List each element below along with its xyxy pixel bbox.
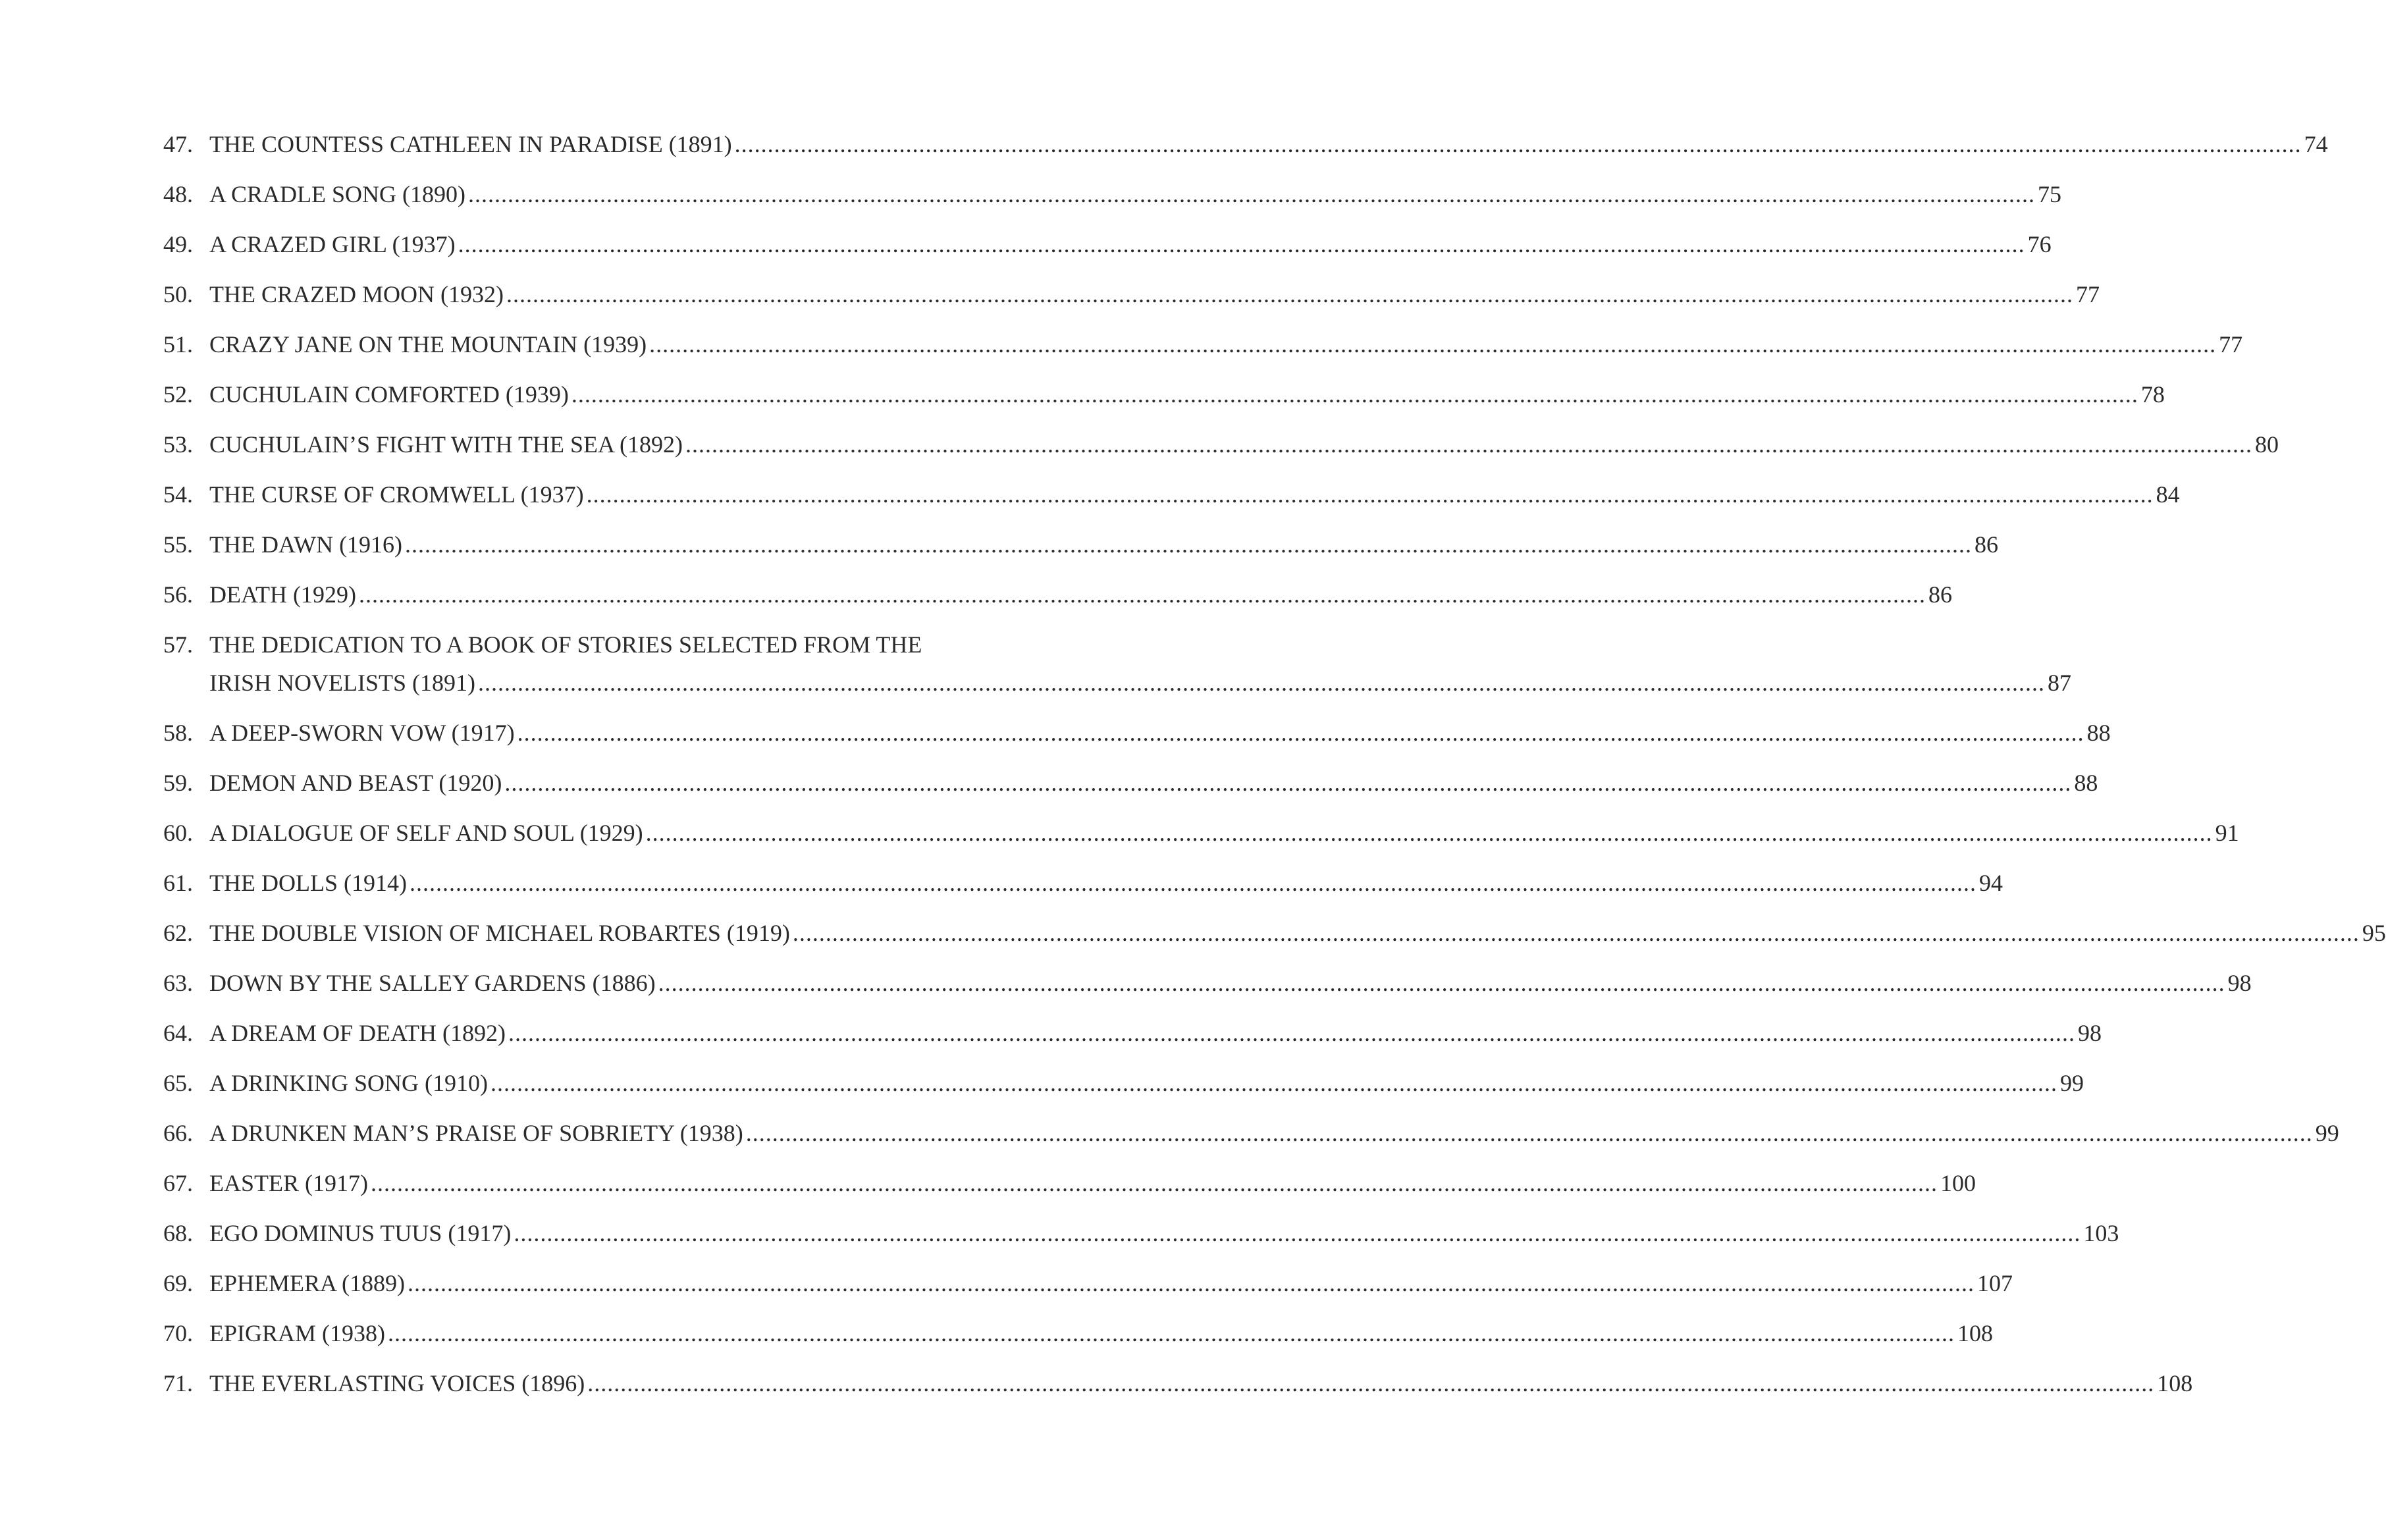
- entry-title: CUCHULAIN COMFORTED (1939): [209, 381, 569, 408]
- entry-number: 64.: [163, 1020, 193, 1046]
- dot-leader: [410, 864, 1976, 902]
- toc-entry[interactable]: [163, 864, 2003, 902]
- toc-entry[interactable]: [163, 125, 2328, 163]
- toc-entry[interactable]: [163, 1314, 1993, 1352]
- dot-leader: [468, 175, 2035, 213]
- entry-page-number: 76: [2027, 231, 2052, 257]
- entry-title: A CRAZED GIRL (1937): [209, 231, 456, 257]
- toc-entry[interactable]: [163, 1164, 1976, 1202]
- entry-page-number: 94: [1978, 870, 2003, 896]
- entry-number: 60.: [163, 820, 193, 846]
- entry-number: 65.: [163, 1070, 193, 1096]
- toc-entry[interactable]: [163, 1064, 2084, 1102]
- entry-page-number: 88: [2074, 770, 2098, 796]
- dot-leader: [646, 814, 2213, 852]
- dot-leader: [371, 1164, 1938, 1202]
- entry-number: 61.: [163, 870, 193, 896]
- entry-number: 55.: [163, 531, 193, 558]
- entry-number: 50.: [163, 281, 193, 307]
- entry-title: CRAZY JANE ON THE MOUNTAIN (1939): [209, 331, 647, 358]
- entry-page-number: 95: [2362, 920, 2386, 946]
- entry-page-number: 99: [2315, 1120, 2339, 1146]
- entry-title: DOWN BY THE SALLEY GARDENS (1886): [209, 970, 656, 996]
- dot-leader: [587, 475, 2154, 514]
- entry-page-number: 98: [2078, 1020, 2102, 1046]
- entry-page-number: 86: [1928, 581, 1952, 608]
- entry-title: THE CRAZED MOON (1932): [209, 281, 504, 307]
- dot-leader: [504, 764, 2071, 802]
- dot-leader: [793, 914, 2360, 952]
- entry-title: A DREAM OF DEATH (1892): [209, 1020, 506, 1046]
- toc-entry[interactable]: [163, 475, 2180, 514]
- entry-page-number: 107: [1977, 1270, 2013, 1296]
- toc-entry[interactable]: [163, 1214, 2119, 1252]
- entry-page-number: 88: [2086, 720, 2111, 746]
- toc-entry[interactable]: [163, 525, 1999, 564]
- toc-entry[interactable]: [163, 964, 2252, 1002]
- entry-page-number: 78: [2140, 381, 2165, 408]
- entry-title: A DEEP-SWORN VOW (1917): [209, 720, 515, 746]
- entry-number: 49.: [163, 231, 193, 257]
- entry-page-number: 100: [1940, 1170, 1976, 1196]
- entry-number: 59.: [163, 770, 193, 796]
- entry-number: 67.: [163, 1170, 193, 1196]
- toc-entry[interactable]: [163, 764, 2098, 802]
- entry-number: 68.: [163, 1220, 193, 1246]
- toc-entry[interactable]: [163, 914, 2386, 952]
- entry-page-number: 91: [2215, 820, 2239, 846]
- entry-number: 69.: [163, 1270, 193, 1296]
- entry-page-number: 108: [2157, 1370, 2193, 1396]
- dot-leader: [649, 325, 2216, 363]
- toc-entry[interactable]: [163, 1264, 2013, 1302]
- entry-title: EGO DOMINUS TUUS (1917): [209, 1220, 512, 1246]
- dot-leader: [735, 125, 2302, 163]
- dot-leader: [388, 1314, 1955, 1352]
- dot-leader: [517, 714, 2084, 752]
- entry-title: A DRUNKEN MAN’S PRAISE OF SOBRIETY (1938): [209, 1120, 743, 1146]
- entry-title: THE DOUBLE VISION OF MICHAEL ROBARTES (1919): [209, 920, 790, 946]
- entry-number: 70.: [163, 1320, 193, 1346]
- entry-number: 66.: [163, 1120, 193, 1146]
- table-of-contents: [163, 125, 2386, 1414]
- dot-leader: [658, 964, 2225, 1002]
- entry-title: THE CURSE OF CROMWELL (1937): [209, 481, 584, 508]
- entry-number: 47.: [163, 131, 193, 157]
- entry-title-line-2: IRISH NOVELISTS (1891): [209, 670, 475, 696]
- toc-entry[interactable]: [163, 225, 2052, 263]
- entry-page-number: 77: [2075, 281, 2100, 307]
- entry-title-line-1: THE DEDICATION TO A BOOK OF STORIES SELECTED FROM THE: [209, 631, 922, 658]
- entry-page-number: 75: [2038, 181, 2062, 207]
- entry-title: THE COUNTESS CATHLEEN IN PARADISE (1891): [209, 131, 732, 157]
- toc-entry[interactable]: [163, 714, 2111, 752]
- entry-page-number: 98: [2227, 970, 2252, 996]
- entry-number: 58.: [163, 720, 193, 746]
- dot-leader: [587, 1364, 2154, 1402]
- entry-page-number: 99: [2059, 1070, 2084, 1096]
- toc-entry[interactable]: [163, 175, 2062, 213]
- entry-number: 71.: [163, 1370, 193, 1396]
- toc-entry[interactable]: [163, 375, 2165, 413]
- toc-entry[interactable]: [163, 814, 2239, 852]
- toc-entry[interactable]: [163, 1114, 2339, 1152]
- entry-number: 63.: [163, 970, 193, 996]
- entry-number: 53.: [163, 431, 193, 458]
- entry-page-number: 77: [2219, 331, 2243, 358]
- entry-title: EPHEMERA (1889): [209, 1270, 405, 1296]
- entry-page-number: 80: [2254, 431, 2279, 458]
- dot-leader: [571, 375, 2138, 413]
- entry-title: A DIALOGUE OF SELF AND SOUL (1929): [209, 820, 643, 846]
- entry-page-number: 108: [1957, 1320, 1993, 1346]
- entry-page-number: 84: [2156, 481, 2180, 508]
- entry-title: THE DAWN (1916): [209, 531, 403, 558]
- dot-leader: [405, 525, 1972, 564]
- entry-number: 51.: [163, 331, 193, 358]
- dot-leader: [408, 1264, 1975, 1302]
- entry-number: 54.: [163, 481, 193, 508]
- entry-page-number: 86: [1975, 531, 1999, 558]
- dot-leader: [514, 1214, 2081, 1252]
- entry-number: 52.: [163, 381, 193, 408]
- entry-title: THE DOLLS (1914): [209, 870, 407, 896]
- toc-entry[interactable]: [163, 1014, 2102, 1052]
- dot-leader: [746, 1114, 2313, 1152]
- entry-title: DEATH (1929): [209, 581, 356, 608]
- dot-leader: [359, 575, 1926, 614]
- dot-leader: [478, 664, 2045, 702]
- entry-title: EPIGRAM (1938): [209, 1320, 385, 1346]
- dot-leader: [458, 225, 2025, 263]
- toc-entry[interactable]: [163, 625, 2071, 702]
- entry-title: A CRADLE SONG (1890): [209, 181, 466, 207]
- entry-title: EASTER (1917): [209, 1170, 368, 1196]
- entry-number: 48.: [163, 181, 193, 207]
- entry-page-number: 103: [2083, 1220, 2119, 1246]
- dot-leader: [685, 425, 2252, 464]
- toc-entry[interactable]: [163, 425, 2279, 464]
- entry-page-number: 87: [2047, 670, 2071, 696]
- dot-leader: [506, 275, 2073, 313]
- dot-leader: [490, 1064, 2057, 1102]
- toc-entry[interactable]: [163, 1364, 2193, 1402]
- entry-title: THE EVERLASTING VOICES (1896): [209, 1370, 585, 1396]
- dot-leader: [508, 1014, 2075, 1052]
- entry-page-number: 74: [2304, 131, 2328, 157]
- entry-title: A DRINKING SONG (1910): [209, 1070, 488, 1096]
- toc-entry[interactable]: [163, 325, 2243, 363]
- toc-entry[interactable]: [163, 275, 2100, 313]
- entry-title: DEMON AND BEAST (1920): [209, 770, 502, 796]
- entry-number: 62.: [163, 920, 193, 946]
- toc-entry[interactable]: [163, 575, 1952, 614]
- entry-number: 56.: [163, 581, 193, 608]
- entry-number: 57.: [163, 631, 193, 658]
- entry-title: CUCHULAIN’S FIGHT WITH THE SEA (1892): [209, 431, 683, 458]
